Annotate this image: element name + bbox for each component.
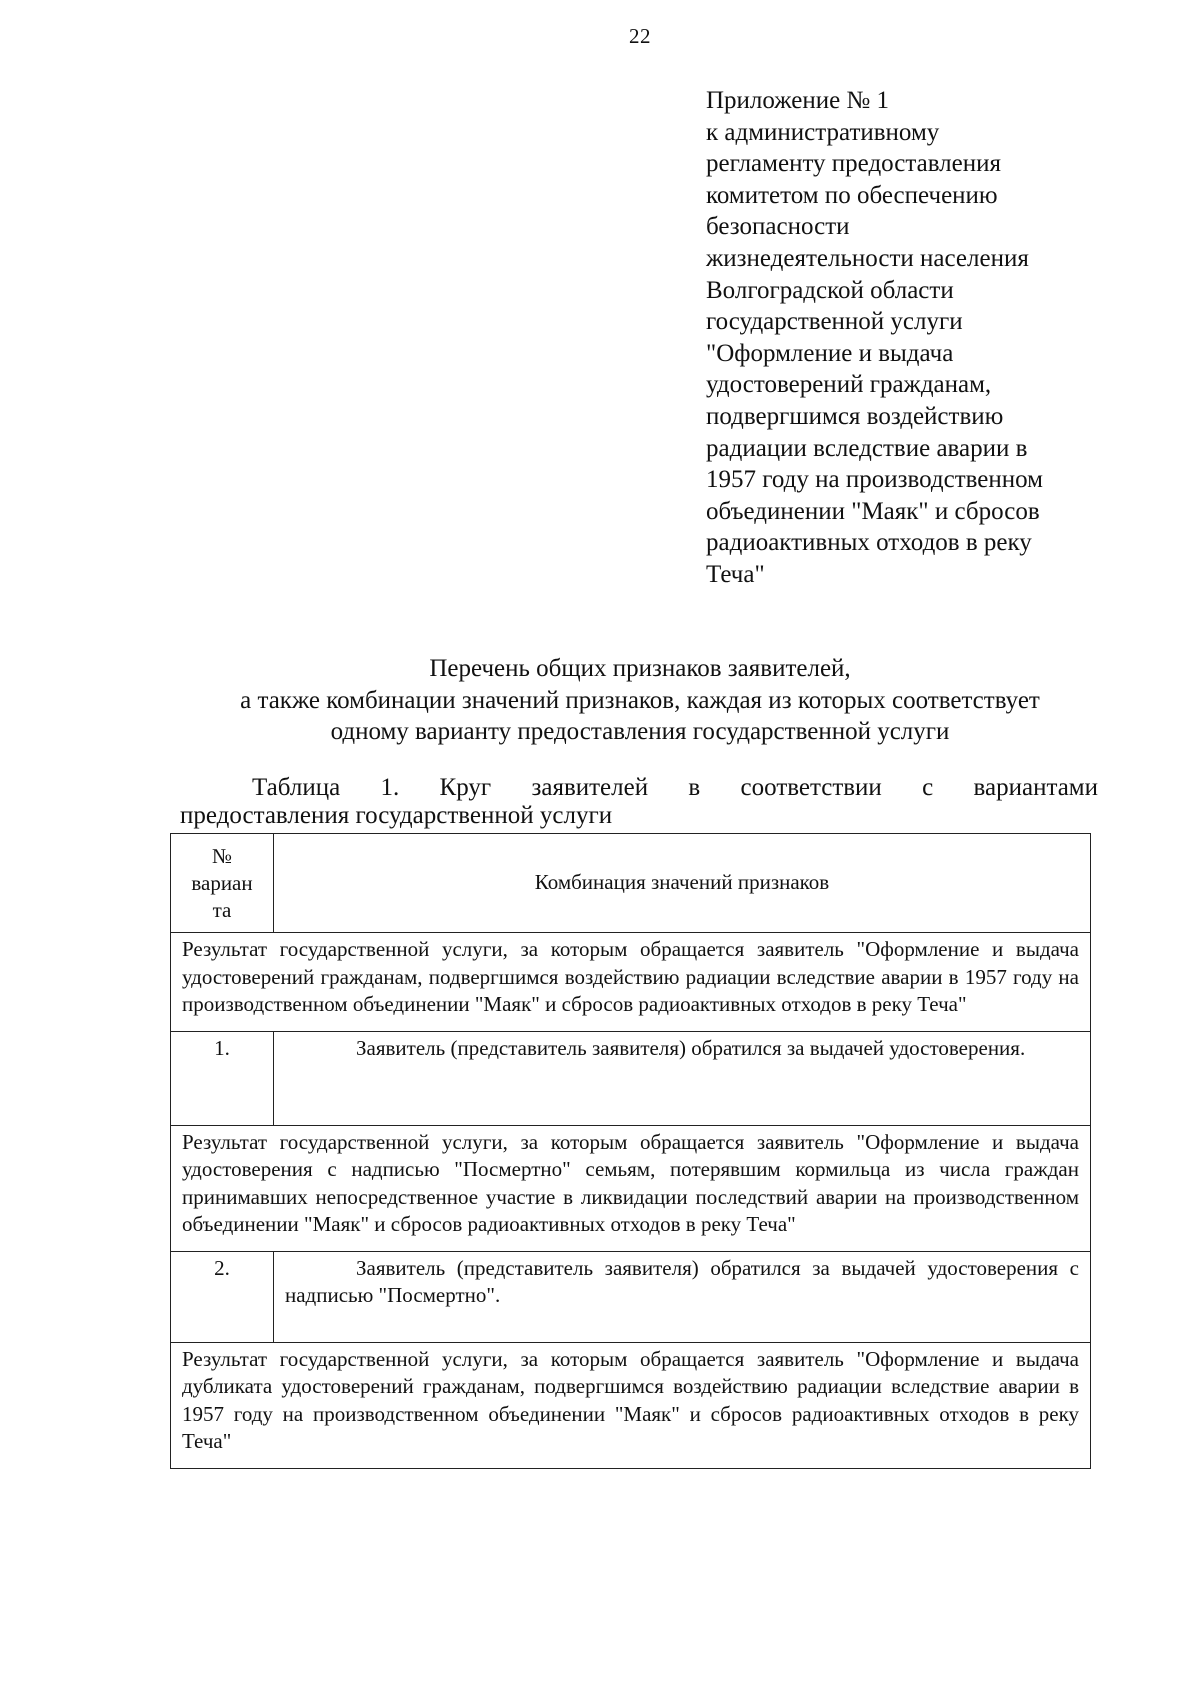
appendix-block xyxy=(706,85,1146,591)
caption-word: вариантами xyxy=(973,774,1098,801)
header-combination: Комбинация значений признаков xyxy=(274,834,1091,933)
applicants-table xyxy=(170,833,1091,1469)
table-caption xyxy=(180,774,1098,830)
appendix-line: объединении "Маяк" и сбросов xyxy=(706,497,1040,525)
appendix-line: "Оформление и выдача xyxy=(706,339,954,367)
document-heading xyxy=(160,653,1120,748)
header-variant-number xyxy=(171,834,274,933)
variant-text-1: Заявитель (представитель заявителя) обратился за выдачей удостоверения. xyxy=(274,1031,1091,1125)
caption-word: с xyxy=(922,774,934,801)
variant-text-2: Заявитель (представитель заявителя) обратился за выдачей удостоверения с надписью "Посмертно". xyxy=(274,1251,1091,1342)
variant-row xyxy=(171,1251,1091,1342)
appendix-line: жизнедеятельности населения xyxy=(706,244,1029,272)
page-number: 22 xyxy=(629,24,651,48)
appendix-line: радиации вследствие аварии в xyxy=(706,434,1028,462)
caption-word: 1. xyxy=(380,774,400,801)
header-number-line: вариан xyxy=(191,870,253,895)
caption-word: Таблица xyxy=(252,774,341,801)
heading-line: а также комбинации значений признаков, каждая из которых соответствует xyxy=(240,686,1040,714)
result-row xyxy=(171,933,1091,1032)
appendix-line: радиоактивных отходов в реку xyxy=(706,529,1032,557)
appendix-line: государственной услуги xyxy=(706,308,963,336)
caption-word: заявителей xyxy=(531,774,649,801)
variant-number-1: 1. xyxy=(171,1031,274,1125)
heading-line: Перечень общих признаков заявителей, xyxy=(429,655,851,682)
appendix-line: подвергшимся воздействию xyxy=(706,402,1004,430)
caption-word: соответствии xyxy=(740,774,882,801)
appendix-line: к административному xyxy=(706,118,940,146)
result-cell-3: Результат государственной услуги, за которым обращается заявитель "Оформление и выдача дубликата удостоверений гражданам, подвергшимся воздействию радиации вследствие аварии в 1957 году на производственном объединении "Маяк" и сбросов радиоактивных отходов в реку Теча" xyxy=(171,1342,1091,1468)
appendix-line: удостоверений гражданам, xyxy=(706,371,992,399)
appendix-line: Волгоградской области xyxy=(706,276,954,304)
table-caption-line1 xyxy=(180,774,1098,802)
appendix-line: Теча" xyxy=(706,560,765,588)
heading-line: одному варианту предоставления государственной услуги xyxy=(330,718,950,745)
result-cell-1: Результат государственной услуги, за которым обращается заявитель "Оформление и выдача удостоверений гражданам, подвергшимся воздействию радиации вследствие аварии в 1957 году на производственном объединении "Маяк" и сбросов радиоактивных отходов в реку Теча" xyxy=(171,933,1091,1032)
header-number-line: та xyxy=(212,897,232,922)
table-caption-line2: предоставления государственной услуги xyxy=(180,802,613,829)
appendix-line: 1957 году на производственном xyxy=(706,466,1043,494)
result-row xyxy=(171,1342,1091,1468)
result-cell-2: Результат государственной услуги, за которым обращается заявитель "Оформление и выдача удостоверения с надписью "Посмертно" семьям, потерявшим кормильца из числа граждан принимавших непосредственное участие в ликвидации последствий аварии на производственном объединении "Маяк" и сбросов радиоактивных отходов в реку Теча" xyxy=(171,1125,1091,1251)
result-row xyxy=(171,1125,1091,1251)
appendix-line: безопасности xyxy=(706,213,850,241)
variant-row xyxy=(171,1031,1091,1125)
caption-word: в xyxy=(688,774,701,801)
appendix-line: регламенту предоставления xyxy=(706,150,1002,178)
appendix-line: комитетом по обеспечению xyxy=(706,181,998,209)
variant-number-2: 2. xyxy=(171,1251,274,1342)
table-header-row xyxy=(171,834,1091,933)
caption-word: Круг xyxy=(439,774,492,801)
header-number-line: № xyxy=(211,843,233,868)
appendix-line: Приложение № 1 xyxy=(706,87,890,114)
